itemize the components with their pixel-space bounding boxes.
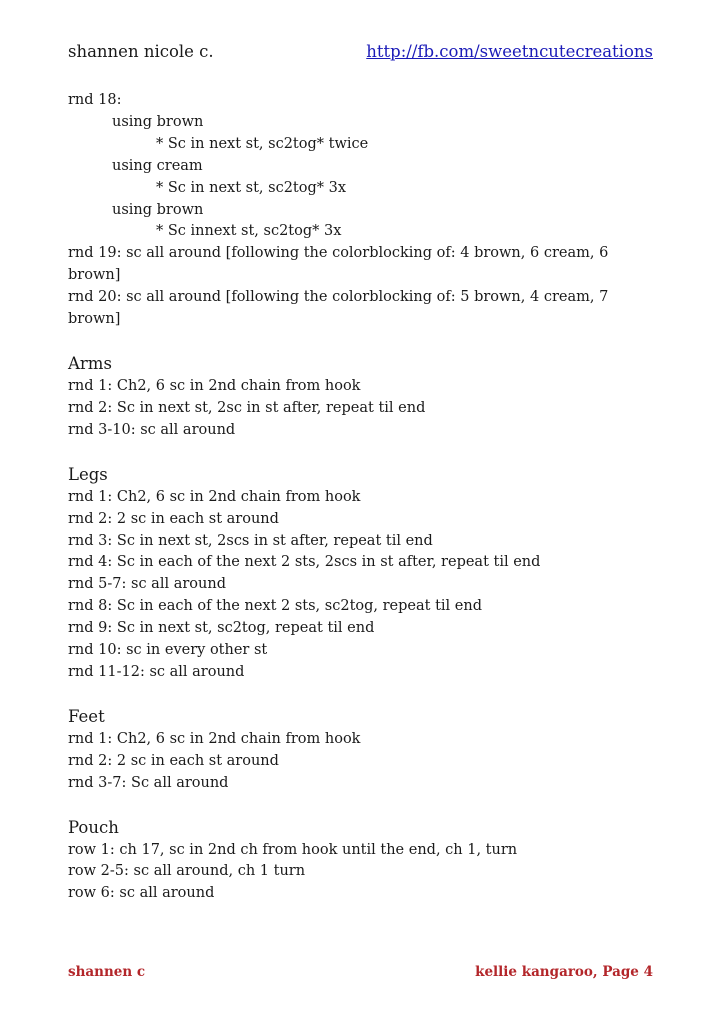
feet-line: rnd 2: 2 sc in each st around <box>68 752 279 769</box>
facebook-link[interactable]: http://fb.com/sweetncutecreations <box>366 42 653 61</box>
rnd18-stitch-line: * Sc in next st, sc2tog* twice <box>156 135 369 152</box>
legs-title: Legs <box>68 464 108 484</box>
legs-line: rnd 9: Sc in next st, sc2tog, repeat til end <box>68 620 375 637</box>
legs-line: rnd 5-7: sc all around <box>68 576 226 593</box>
rnd18-color-line: using cream <box>112 157 203 174</box>
arms-section <box>68 353 658 442</box>
rnd18-color-line: using brown <box>112 113 204 130</box>
pouch-line: row 2-5: sc all around, ch 1 turn <box>68 863 306 880</box>
feet-section <box>68 706 658 795</box>
legs-line: rnd 2: 2 sc in each st around <box>68 510 279 527</box>
feet-line: rnd 3-7: Sc all around <box>68 774 229 791</box>
legs-line: rnd 3: Sc in next st, 2scs in st after, repeat til end <box>68 532 433 549</box>
arms-line: rnd 3-10: sc all around <box>68 421 236 438</box>
feet-line: rnd 1: Ch2, 6 sc in 2nd chain from hook <box>68 730 361 747</box>
arms-title: Arms <box>68 353 112 373</box>
footer-page-info: kellie kangaroo, Page 4 <box>475 964 653 980</box>
arms-line: rnd 2: Sc in next st, 2sc in st after, repeat til end <box>68 399 426 416</box>
legs-line: rnd 1: Ch2, 6 sc in 2nd chain from hook <box>68 488 361 505</box>
rnd18-stitch-line: * Sc in next st, sc2tog* 3x <box>156 179 347 196</box>
pouch-line: row 1: ch 17, sc in 2nd ch from hook until the end, ch 1, turn <box>68 841 518 858</box>
pattern-content <box>68 90 658 905</box>
arms-line: rnd 1: Ch2, 6 sc in 2nd chain from hook <box>68 377 361 394</box>
legs-line: rnd 10: sc in every other st <box>68 642 268 659</box>
rnd18-section <box>68 90 658 331</box>
rnd18-stitch-line: * Sc innext st, sc2tog* 3x <box>156 223 342 240</box>
page-header <box>68 42 653 64</box>
page-footer <box>68 964 653 984</box>
rnd18-color-line: using brown <box>112 201 204 218</box>
legs-line: rnd 8: Sc in each of the next 2 sts, sc2tog, repeat til end <box>68 598 482 615</box>
legs-line: rnd 11-12: sc all around <box>68 663 245 680</box>
author-name: shannen nicole c. <box>68 42 214 61</box>
pouch-section <box>68 817 658 906</box>
pouch-line: row 6: sc all around <box>68 885 215 902</box>
legs-line: rnd 4: Sc in each of the next 2 sts, 2scs in st after, repeat til end <box>68 554 541 571</box>
rnd20-line: rnd 20: sc all around [following the colorblocking of: 5 brown, 4 cream, 7 brown] <box>68 289 609 328</box>
rnd18-title: rnd 18: <box>68 92 122 108</box>
feet-title: Feet <box>68 706 105 726</box>
pouch-title: Pouch <box>68 817 119 837</box>
rnd19-line: rnd 19: sc all around [following the colorblocking of: 4 brown, 6 cream, 6 brown] <box>68 245 609 284</box>
footer-author: shannen c <box>68 964 146 980</box>
legs-section <box>68 464 658 684</box>
